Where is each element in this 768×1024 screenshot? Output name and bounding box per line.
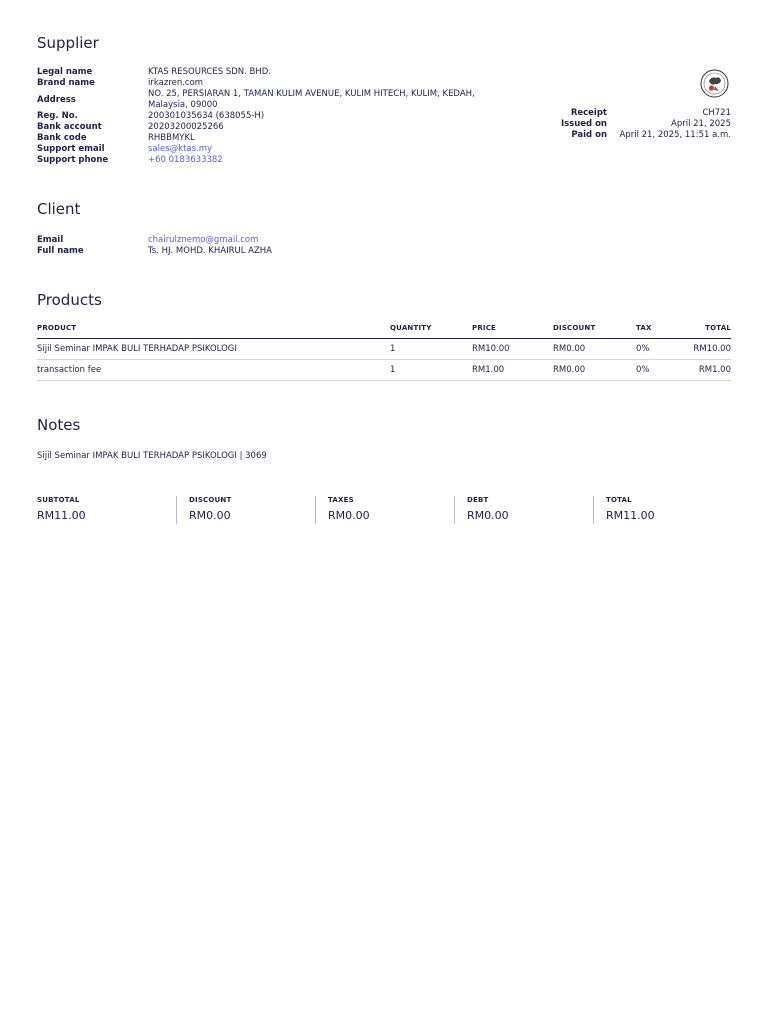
brand-seal-icon — [700, 69, 729, 98]
supplier-bank-code-row — [37, 133, 477, 144]
support-email-link[interactable]: sales@ktas.my — [148, 144, 213, 154]
column-header: PRODUCT — [37, 324, 390, 339]
discount-label: DISCOUNT — [189, 496, 232, 504]
discount-cell: RM0.00 — [553, 339, 636, 360]
field-value: Ts. HJ. MOHD. KHAIRUL AZHA — [148, 246, 272, 256]
paid-on-row — [507, 130, 731, 141]
notes-text: Sijil Seminar IMPAK BULI TERHADAP PSIKOLOGI | 3069 — [37, 451, 267, 461]
supplier-heading: Supplier — [37, 34, 99, 52]
column-header: QUANTITY — [390, 324, 472, 339]
field-value: 20203200025266 — [148, 122, 224, 132]
supplier-details — [37, 67, 477, 166]
receipt-value: CH721 — [702, 108, 731, 118]
product-cell: transaction fee — [37, 360, 390, 381]
paid-value: April 21, 2025, 11:51 a.m. — [619, 130, 731, 140]
supplier-legal-name-row — [37, 67, 477, 78]
field-value: KTAS RESOURCES SDN. BHD. — [148, 67, 272, 77]
issued-on-row — [507, 119, 731, 130]
products-table — [37, 324, 731, 381]
client-details — [37, 235, 477, 257]
column-header: TOTAL — [681, 324, 731, 339]
table-row — [37, 360, 731, 381]
table-row — [37, 339, 731, 360]
taxes-block — [315, 496, 370, 524]
total-block — [593, 496, 655, 524]
product-cell: Sijil Seminar IMPAK BULI TERHADAP PSIKOLOGI — [37, 339, 390, 360]
products-heading: Products — [37, 291, 102, 309]
subtotal-block — [37, 496, 86, 524]
field-label: Bank account — [37, 122, 102, 132]
column-header: TAX — [636, 324, 681, 339]
subtotal-value: RM11.00 — [37, 509, 86, 522]
field-label: Support email — [37, 144, 105, 154]
paid-label: Paid on — [571, 130, 607, 140]
receipt-meta — [507, 108, 731, 141]
debt-label: DEBT — [467, 496, 489, 504]
field-label: Address — [37, 94, 76, 105]
client-heading: Client — [37, 200, 81, 218]
client-email-link[interactable]: chairulznemo@gmail.com — [148, 235, 259, 245]
field-label: Legal name — [37, 67, 93, 77]
price-cell: RM10.00 — [472, 339, 553, 360]
discount-block — [176, 496, 231, 524]
field-value: NO. 25, PERSIARAN 1, TAMAN KULIM AVENUE, KULIM HITECH, KULIM, KEDAH, Malaysia, 09000 — [148, 89, 475, 110]
debt-block — [454, 496, 509, 524]
supplier-reg-no-row — [37, 111, 477, 122]
column-header: PRICE — [472, 324, 553, 339]
taxes-value: RM0.00 — [328, 509, 370, 522]
field-label: Reg. No. — [37, 111, 78, 121]
totals-summary — [37, 496, 731, 526]
price-cell: RM1.00 — [472, 360, 553, 381]
table-header-row — [37, 324, 731, 339]
client-email-row — [37, 235, 477, 246]
issued-label: Issued on — [560, 119, 607, 129]
quantity-cell: 1 — [390, 339, 472, 360]
quantity-cell: 1 — [390, 360, 472, 381]
field-label: Support phone — [37, 155, 109, 165]
debt-value: RM0.00 — [467, 509, 509, 522]
supplier-support-email-row — [37, 144, 477, 155]
taxes-label: TAXES — [328, 496, 354, 504]
receipt-label: Receipt — [570, 108, 607, 118]
supplier-brand-name-row — [37, 78, 477, 89]
field-value: RHBBMYKL — [148, 133, 195, 143]
field-label: Email — [37, 235, 64, 245]
supplier-address-row — [37, 89, 477, 111]
tax-cell: 0% — [636, 339, 681, 360]
support-phone-link[interactable]: +60 0183633382 — [148, 155, 223, 165]
total-cell: RM1.00 — [681, 360, 731, 381]
total-cell: RM10.00 — [681, 339, 731, 360]
field-label: Full name — [37, 246, 84, 256]
total-value: RM11.00 — [606, 509, 655, 522]
field-value: irkazren.com — [148, 78, 204, 88]
subtotal-label: SUBTOTAL — [37, 496, 80, 504]
field-label: Bank code — [37, 133, 87, 143]
discount-value: RM0.00 — [189, 509, 231, 522]
tax-cell: 0% — [636, 360, 681, 381]
receipt-number-row — [507, 108, 731, 119]
discount-cell: RM0.00 — [553, 360, 636, 381]
column-header: DISCOUNT — [553, 324, 636, 339]
field-value: 200301035634 (638055-H) — [148, 111, 265, 121]
supplier-bank-account-row — [37, 122, 477, 133]
client-name-row — [37, 246, 477, 257]
notes-heading: Notes — [37, 416, 81, 434]
field-label: Brand name — [37, 78, 95, 88]
issued-value: April 21, 2025 — [671, 119, 731, 129]
total-label: TOTAL — [606, 496, 632, 504]
supplier-support-phone-row — [37, 155, 477, 166]
